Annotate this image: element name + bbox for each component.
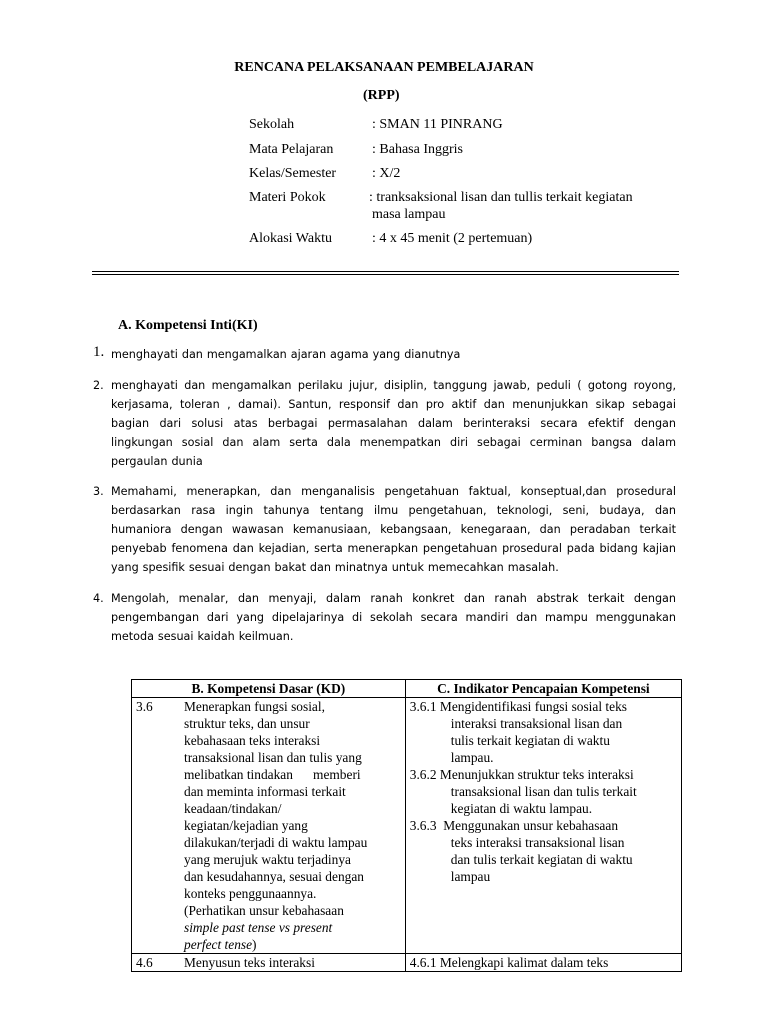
table-row [132, 954, 682, 972]
document-subtitle: (RPP) [363, 88, 400, 103]
info-label-sekolah: Sekolah [249, 117, 295, 132]
indicator-3-6-2: 3.6.2 Menunjukkan struktur teks interaksi transaksional lisan dan tulis terkait kegiatan di waktu lampau. [409, 767, 637, 816]
info-value-alokasi: : 4 x 45 menit (2 pertemuan) [372, 231, 533, 246]
indicator-3-6-3: 3.6.3 Menggunakan unsur kebahasaan teks interaksi transaksional lisan dan tulis terkait kegiatan di waktu lampau [409, 818, 633, 884]
indikator-cell-3-6 [405, 698, 681, 954]
ki-item-1-text: menghayati dan mengamalkan ajaran agama yang dianutnya [111, 348, 461, 361]
indicator-3-6-1: 3.6.1 Mengidentifikasi fungsi sosial teks interaksi transaksional lisan dan tulis terkait kegiatan di waktu lampau. [409, 699, 627, 765]
info-value-sekolah: : SMAN 11 PINRANG [372, 117, 503, 132]
info-value-materi: : tranksaksional lisan dan tullis terkait kegiatan [369, 190, 633, 205]
ki-item-4-text: Mengolah, menalar, dan menyaji, dalam ranah konkret dan ranah abstrak terkait dengan pengembangan dari yang dipelajarinya di sekolah secara mandiri dan mampu menggunakan metoda sesuai kaidah keilmuan. [111, 592, 676, 643]
info-value-mapel: : Bahasa Inggris [372, 142, 463, 157]
ki-item-2-text: menghayati dan mengamalkan perilaku jujur, disiplin, tanggung jawab, peduli ( gotong royong, kerjasama, toleran , damai). Santun, responsif dan pro aktif dan menunjukkan sikap sebagai bagian dari solusi atas berbagai permasalahan dalam berinteraksi secara efektif dengan lingkungan sosial dan alam serta dala menempatkan diri sebagai cerminan bangsa dalam pergaulan dunia [111, 379, 676, 468]
kd-text: Menerapkan fungsi sosial, struktur teks, dan unsur kebahasaan teks interaksi transaksional lisan dan tulis yang melibatkan tindakan memberi dan meminta informasi terkait keadaan/tindakan/ kegiatan/kejadian yang dilakukan/terjadi di waktu lampau yang merujuk waktu terjadinya dan kesudahannya, sesuai dengan konteks penggunaannya. (Perhatikan unsur kebahasaan simple past tense vs present perfect tense) [184, 699, 368, 952]
divider-line [92, 271, 679, 272]
table-header-row [132, 680, 682, 698]
kd-number: 3.6 [136, 699, 153, 714]
header-kd: B. Kompetensi Dasar (KD) [132, 680, 406, 698]
kd-cell-3-6 [132, 698, 406, 954]
indikator-cell-4-6: 4.6.1 Melengkapi kalimat dalam teks [405, 954, 681, 972]
ki-item-3-text: Memahami, menerapkan, dan menganalisis pengetahuan faktual, konseptual,dan prosedural berdasarkan rasa ingin tahunya tentang ilmu pengetahuan, teknologi, seni, budaya, dan humaniora dengan wawasan kemanusiaan, kebangsaan, kenegaraan, dan peradaban terkait penyebab fenomena dan kejadian, serta menerapkan pengetahuan prosedural pada bidang kajian yang spesifik sesuai dengan bakat dan minatnya untuk memecahkan masalah. [111, 485, 676, 574]
kd-text: Menyusun teks interaksi [184, 955, 315, 970]
info-value-kelas: : X/2 [372, 166, 401, 181]
info-label-alokasi: Alokasi Waktu [249, 231, 332, 246]
kd-number: 4.6 [136, 955, 153, 970]
info-value-materi-cont: masa lampau [372, 207, 446, 222]
divider-line [92, 274, 679, 275]
kd-table [131, 679, 682, 972]
info-label-kelas: Kelas/Semester [249, 166, 337, 181]
section-a-heading: A. Kompetensi Inti(KI) [118, 318, 258, 333]
document-title: RENCANA PELAKSANAAN PEMBELAJARAN [234, 60, 534, 75]
kd-cell-4-6 [132, 954, 406, 972]
info-label-mapel: Mata Pelajaran [249, 142, 334, 157]
table-row [132, 698, 682, 954]
info-label-materi: Materi Pokok [249, 190, 326, 205]
header-indikator: C. Indikator Pencapaian Kompetensi [405, 680, 681, 698]
